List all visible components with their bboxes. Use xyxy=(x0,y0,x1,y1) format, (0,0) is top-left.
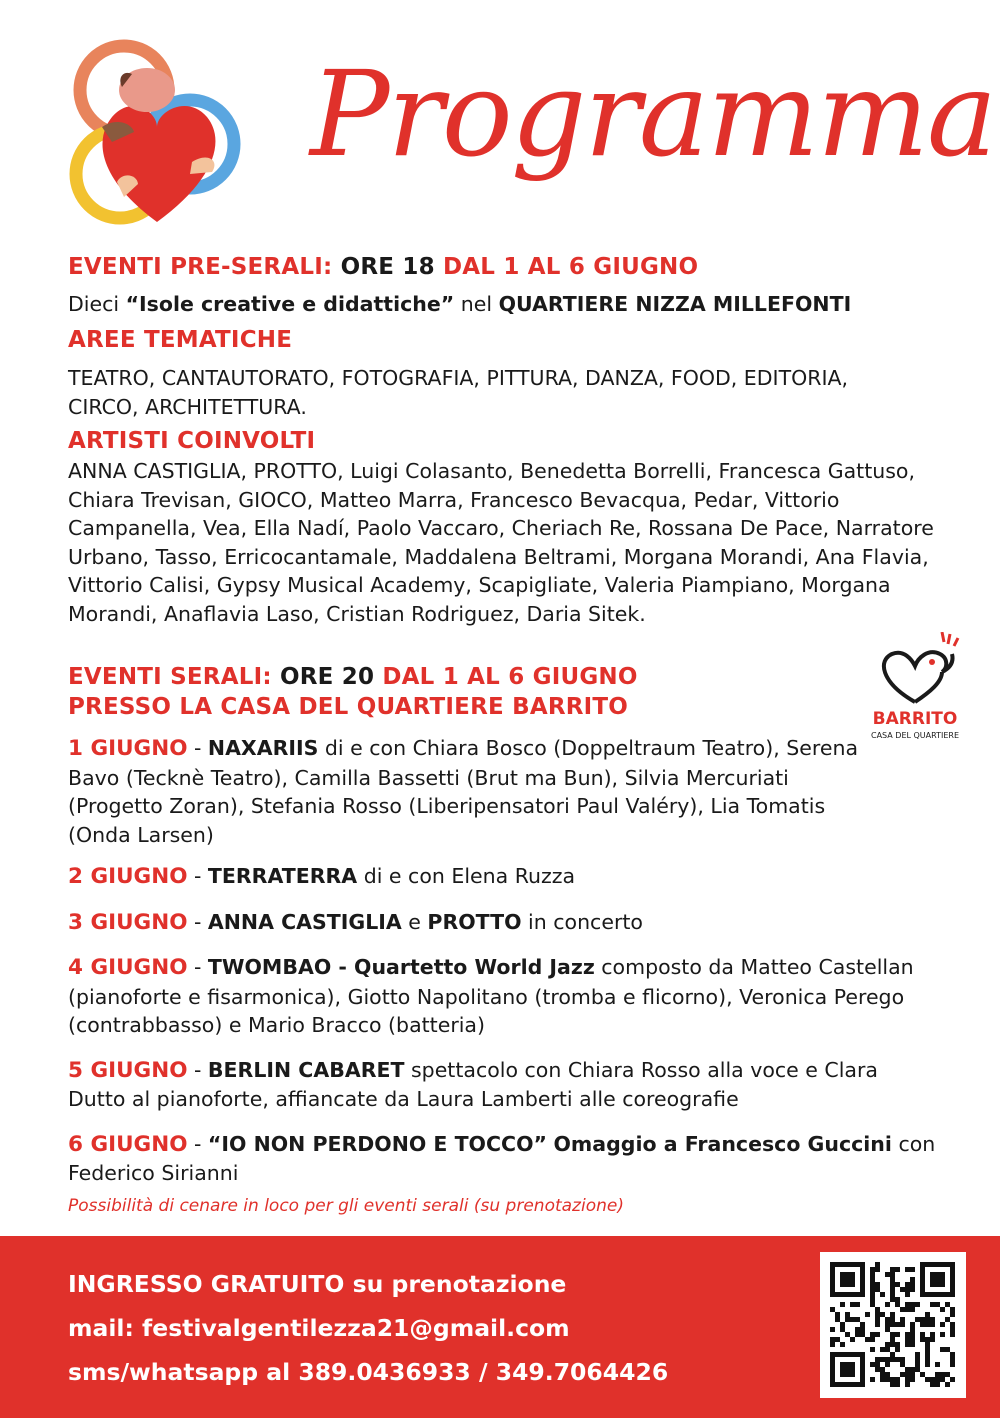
serali-dates: DAL 1 AL 6 GIUGNO xyxy=(382,664,638,690)
event-day: 5 GIUGNO xyxy=(68,1057,188,1083)
event-desc: composto da Matteo Castellan (pianoforte e fisarmonica), Giotto Napolitano (tromba e flicorno), Veronica Perego (contrabbasso) e Mario Bracco (batteria) xyxy=(68,955,914,1037)
event-desc: di e con Elena Ruzza xyxy=(357,864,576,888)
barrito-sub: CASA DEL QUARTIERE xyxy=(870,731,960,740)
event-desc: di e con Chiara Bosco (Doppeltraum Teatro), Serena Bavo (Tecknè Teatro), Camilla Bassetti (Brut ma Bun), Silvia Mercuriati (Progetto Zoran), Stefania Rosso (Liberipensatori Paul Valéry), Lia Tomatis (Onda Larsen) xyxy=(68,736,859,847)
event-title: Omaggio a Francesco Guccini xyxy=(553,1131,892,1156)
event-day: 1 GIUGNO xyxy=(68,736,188,761)
desc-text: Dieci xyxy=(68,292,126,316)
pre-serali-desc xyxy=(68,290,940,319)
event-title: TERRATERRA xyxy=(207,864,358,888)
qr-code-icon xyxy=(820,1252,966,1398)
ingresso-label: INGRESSO GRATUITO xyxy=(68,1270,345,1298)
event-day: 3 GIUGNO xyxy=(68,909,188,935)
heart-hug-logo xyxy=(62,32,252,232)
aree-text: TEATRO, CANTAUTORATO, FOTOGRAFIA, PITTURA, DANZA, FOOD, EDITORIA, CIRCO, ARCHITETTURA. xyxy=(68,366,849,419)
event-item xyxy=(68,908,940,938)
footer-ingresso xyxy=(68,1262,668,1306)
event-list-wide xyxy=(68,734,940,1204)
event-item xyxy=(68,953,940,1040)
qr-code[interactable] xyxy=(820,1252,966,1398)
desc-text: nel xyxy=(454,292,499,316)
event-sep: - xyxy=(187,1057,208,1082)
serali-place: PRESSO LA CASA DEL QUARTIERE BARRITO xyxy=(68,694,629,720)
event-title: “IO NON PERDONO E TOCCO” xyxy=(207,1131,547,1156)
serali-label: EVENTI SERALI: xyxy=(68,664,272,690)
desc-quartiere: QUARTIERE NIZZA MILLEFONTI xyxy=(498,292,852,316)
event-title: PROTTO xyxy=(427,909,522,934)
event-day: 2 GIUGNO xyxy=(68,864,188,889)
event-item xyxy=(68,1130,940,1188)
event-title: NAXARIIS xyxy=(207,736,319,760)
footer-phone[interactable]: sms/whatsapp al 389.0436933 / 349.7064426 xyxy=(68,1358,669,1386)
event-title: ANNA CASTIGLIA xyxy=(207,909,402,934)
pre-serali-time: ORE 18 xyxy=(340,254,435,280)
event-desc: con Federico Sirianni xyxy=(68,1131,936,1185)
footer-mail[interactable]: mail: festivalgentilezza21@gmail.com xyxy=(68,1314,570,1342)
event-desc: spettacolo con Chiara Rosso alla voce e Clara Dutto al pianoforte, affiancate da Laura Lamberti alle coreografie xyxy=(68,1057,878,1111)
event-sep: - xyxy=(187,955,208,979)
event-mid: e xyxy=(401,909,428,934)
artisti-heading: ARTISTI COINVOLTI xyxy=(68,428,316,454)
event-sep: - xyxy=(187,909,208,934)
barrito-elephant-logo xyxy=(870,632,960,747)
event-item xyxy=(68,1056,940,1114)
event-sep: - xyxy=(187,1131,208,1156)
footer-contacts xyxy=(68,1262,668,1394)
footer-band xyxy=(0,1236,1000,1418)
event-sep: - xyxy=(187,864,208,888)
pre-serali-label: EVENTI PRE-SERALI: xyxy=(68,254,333,280)
event-desc: in concerto xyxy=(521,909,643,934)
serali-time: ORE 20 xyxy=(279,664,375,690)
serali-heading xyxy=(68,664,940,690)
event-title: BERLIN CABARET xyxy=(207,1057,405,1082)
page-title: Programma xyxy=(310,45,996,183)
dinner-note: Possibilità di cenare in loco per gli eventi serali (su prenotazione) xyxy=(68,1196,624,1216)
ingresso-rest: su prenotazione xyxy=(344,1270,567,1298)
pre-serali-dates: DAL 1 AL 6 GIUGNO xyxy=(443,254,699,280)
pre-serali-heading xyxy=(68,254,940,280)
event-title: TWOMBAO - Quartetto World Jazz xyxy=(207,955,595,979)
event-day: 6 GIUGNO xyxy=(68,1131,188,1157)
artisti-text: ANNA CASTIGLIA, PROTTO, Luigi Colasanto, Benedetta Borrelli, Francesca Gattuso, Chiara Trevisan, GIOCO, Matteo Marra, Francesco Bevacqua, Pedar, Vittorio Campanella, Vea, Ella Nadí, Paolo Vaccaro, Cheriach Re, Rossana De Pace, Narratore Urbano, Tasso, Erricocantamale, Maddalena Beltrami, Morgana Morandi, Ana Flavia, Vittorio Calisi, Gypsy Musical Academy, Scapigliate, Valeria Piampiano, Morgana Morandi, Anaflavia Laso, Cristian Rodriguez, Daria Sitek. xyxy=(68,459,934,626)
desc-isole: “Isole creative e didattiche” xyxy=(125,292,455,316)
event-sep: - xyxy=(187,736,208,760)
aree-heading: AREE TEMATICHE xyxy=(68,327,293,353)
event-day: 4 GIUGNO xyxy=(68,955,188,980)
barrito-name: BARRITO xyxy=(872,709,958,729)
event-item xyxy=(68,862,940,892)
